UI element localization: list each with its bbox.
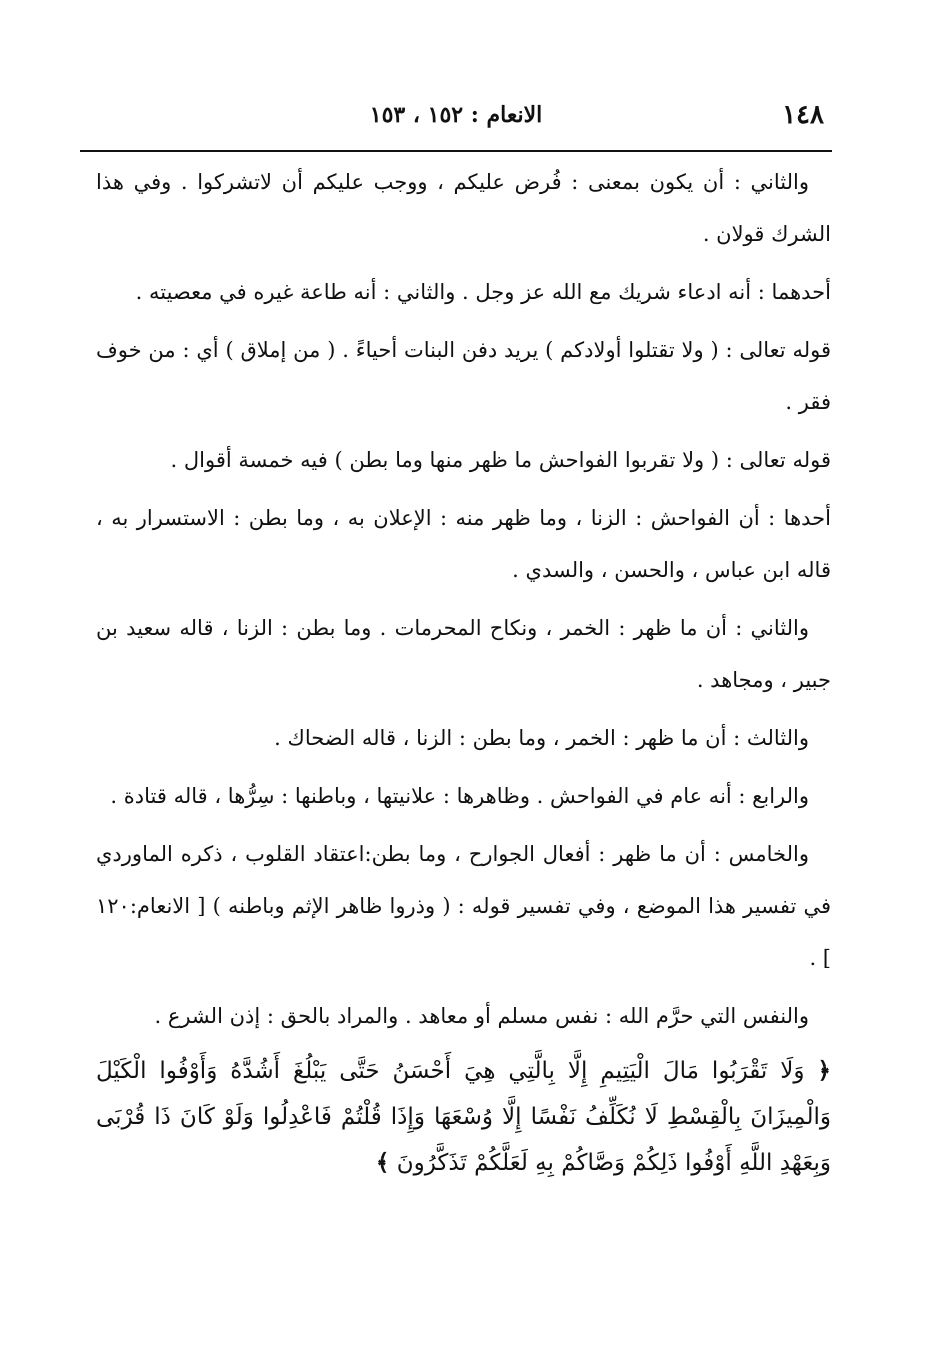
- body-text: [96, 156, 831, 1192]
- header-rule: [80, 150, 832, 152]
- running-title: الانعام : ١٥٢ ، ١٥٣: [369, 102, 543, 128]
- paragraph: أحدهما : أنه ادعاء شريك مع الله عز وجل . والثاني : أنه طاعة غيره في معصيته .: [135, 280, 831, 304]
- quran-verse: [96, 1048, 831, 1186]
- paragraph: والثاني : أن يكون بمعنى : فُرض عليكم ، ووجب عليكم أن لاتشركوا . وفي هذا الشرك قولان .: [96, 170, 831, 246]
- paragraph: والثاني : أن ما ظهر : الخمر ، ونكاح المحرمات . وما بطن : الزنا ، قاله سعيد بن جبير ، ومجاهد .: [96, 616, 831, 692]
- verse-text: وَلَا تَقْرَبُوا مَالَ الْيَتِيمِ إِلَّا بِالَّتِي هِيَ أَحْسَنُ حَتَّى يَبْلُغَ أَشُدَّهُ وَأَوْفُوا الْكَيْلَ وَالْمِيزَانَ بِالْقِسْطِ لَا نُكَلِّفُ نَفْسًا إِلَّا وُسْعَهَا وَإِذَا قُلْتُمْ فَاعْدِلُوا وَلَوْ كَانَ ذَا قُرْبَى وَبِعَهْدِ اللَّهِ أَوْفُوا ذَلِكُمْ وَصَّاكُمْ بِهِ لَعَلَّكُمْ تَذَكَّرُونَ: [96, 1058, 831, 1176]
- paragraph: أحدها : أن الفواحش : الزنا ، وما ظهر منه : الإعلان به ، وما بطن : الاستسرار به ، قاله ابن عباس ، والحسن ، والسدي .: [96, 506, 831, 582]
- paragraph: قوله تعالى : ( ولا تقربوا الفواحش ما ظهر منها وما بطن ) فيه خمسة أقوال .: [170, 448, 831, 472]
- verse-ornament-close: ﴾: [375, 1150, 390, 1176]
- paragraph: والثالث : أن ما ظهر : الخمر ، وما بطن : الزنا ، قاله الضحاك .: [274, 726, 809, 750]
- paragraph: والنفس التي حرَّم الله : نفس مسلم أو معاهد . والمراد بالحق : إذن الشرع .: [154, 1004, 809, 1028]
- page-number: ١٤٨: [782, 100, 824, 130]
- paragraph: والرابع : أنه عام في الفواحش . وظاهرها : علانيتها ، وباطنها : سِرُّها ، قاله قتادة .: [110, 784, 809, 808]
- page-header: [80, 100, 832, 144]
- paragraph: والخامس : أن ما ظهر : أفعال الجوارح ، وما بطن:اعتقاد القلوب ، ذكره الماوردي في تفسير هذا الموضع ، وفي تفسير قوله : ( وذروا ظاهر الإثم وباطنه ) [ الانعام:١٢٠ ] .: [96, 842, 831, 970]
- paragraph: قوله تعالى : ( ولا تقتلوا أولادكم ) يريد دفن البنات أحياءً . ( من إملاق ) أي : من خوف فقر .: [96, 338, 831, 414]
- verse-ornament-open: ﴿: [817, 1058, 832, 1084]
